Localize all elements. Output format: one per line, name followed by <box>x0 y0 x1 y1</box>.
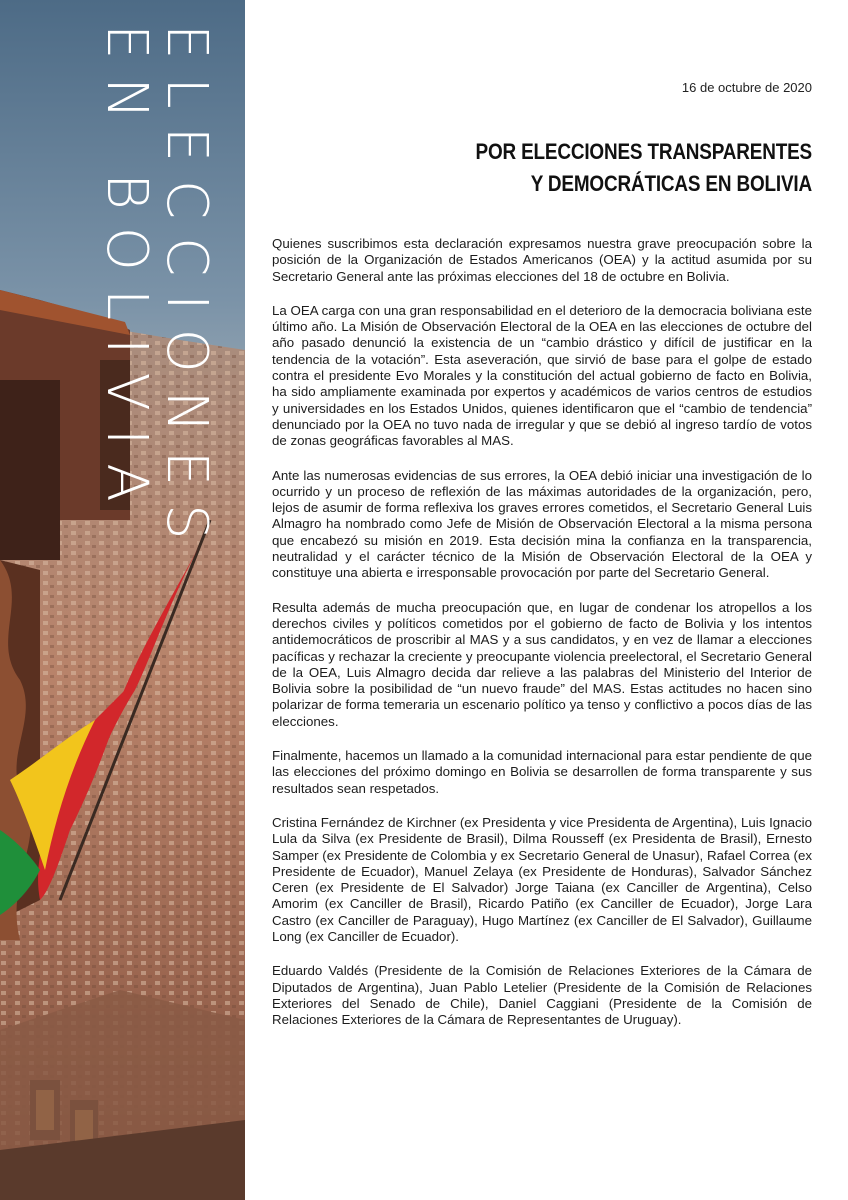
document-headline <box>348 136 812 200</box>
document-date: 16 de octubre de 2020 <box>681 80 812 95</box>
cover-title-line-1: ELECCIONES <box>154 24 219 558</box>
document-body <box>272 236 812 1046</box>
paragraph-call-to-action: Finalmente, hacemos un llamado a la comunidad internacional para estar pendiente de que las elecciones del próximo domingo en Bolivia se desarrollen de forma transparente y sus resultados sean respetados. <box>272 748 812 796</box>
cover-title-line-2: EN BOLIVIA <box>94 24 159 520</box>
cover-photo-panel <box>0 0 245 1200</box>
headline-line-2: Y DEMOCRÁTICAS EN BOLIVIA <box>530 171 812 196</box>
paragraph-oea-responsibility: La OEA carga con una gran responsabilidad en el deterioro de la democracia boliviana este último año. La Misión de Observación Electoral de la OEA en las elecciones de octubre del año pasado denunció la existencia de un “cambio drástico y difícil de justificar en la tendencia de la votación”. Esta aseveración, que sirvió de base para el golpe de estado contra el presidente Evo Morales y la constitución del actual gobierno de facto en Bolivia, ha sido ampliamente examinada por expertos y académicos de varios centros de estudios y universidades en los Estados Unidos, quienes identificaron que el “cambio de tendencia” denunciado por la OEA no tuvo nada de irregular y que se debió al ingreso tardío de votos de zonas geográficas favorables al MAS. <box>272 302 812 449</box>
paragraph-signatories-2: Eduardo Valdés (Presidente de la Comisión de Relaciones Exteriores de la Cámara de Diputados de Argentina), Juan Pablo Letelier (Presidente de la Comisión de Relaciones Exteriores del Senado de Chile), Daniel Caggiani (Presidente de la Comisión de Relaciones Exteriores de la Cámara de Representantes de Uruguay). <box>272 963 812 1028</box>
paragraph-intro: Quienes suscribimos esta declaración expresamos nuestra grave preocupación sobre la posición de la Organización de Estados Americanos (OEA) y la actitud asumida por su Secretario General ante las próximas elecciones del 18 de octubre en Bolivia. <box>272 236 812 284</box>
cover-title <box>94 24 219 558</box>
paragraph-signatories-1: Cristina Fernández de Kirchner (ex Presidenta y vice Presidenta de Argentina), Luis Ignacio Lula da Silva (ex Presidente de Brasil), Dilma Rousseff (ex Presidenta de Brasil), Ernesto Samper (ex Presidente de Colombia y ex Secretario General de Unasur), Rafael Correa (ex Presidente de Ecuador), Manuel Zelaya (ex Presidente de Honduras), Salvador Sánchez Ceren (ex Presidente de El Salvador) Jorge Taiana (ex Canciller de Argentina), Celso Amorim (ex Canciller de Brasil), Ricardo Patiño (ex Canciller de Ecuador), Jorge Lara Castro (ex Canciller de Paraguay), Hugo Martínez (ex Canciller de El Salvador), Guillaume Long (ex Canciller de Ecuador). <box>272 814 812 944</box>
paragraph-concern: Resulta además de mucha preocupación que, en lugar de condenar los atropellos a los derechos civiles y políticos cometidos por el gobierno de facto de Bolivia y los intentos antidemocráticos de proscribir al MAS y a sus candidatos, y en vez de llamar a elecciones pacíficas y rechazar la creciente y preocupante violencia preelectoral, el Secretario General de la OEA, Luis Almagro decida dar relieve a las palabras del Ministerio del Interior de Bolivia sobre la posibilidad de “un nuevo fraude” del MAS. Estas actitudes no hacen sino polarizar de forma temeraria un escenario político ya tenso y conflictivo a pocos días de las elecciones. <box>272 599 812 729</box>
headline-line-1: POR ELECCIONES TRANSPARENTES <box>475 139 812 164</box>
paragraph-evidence-errors: Ante las numerosas evidencias de sus errores, la OEA debió iniciar una investigación de lo ocurrido y un proceso de reflexión de las máximas autoridades de la organización, pero, lejos de asumir de forma reflexiva los graves errores cometidos, el Secretario General Luis Almagro ha nombrado como Jefe de Misión de Observación Electoral a la misma persona que encabezó su misión en 2019. Esta decisión mina la confianza en la transparencia, neutralidad y el carácter técnico de la Misión de Observación Electoral de la OEA y constituye una abierta e irresponsable provocación por parte del Secretario General. <box>272 467 812 581</box>
